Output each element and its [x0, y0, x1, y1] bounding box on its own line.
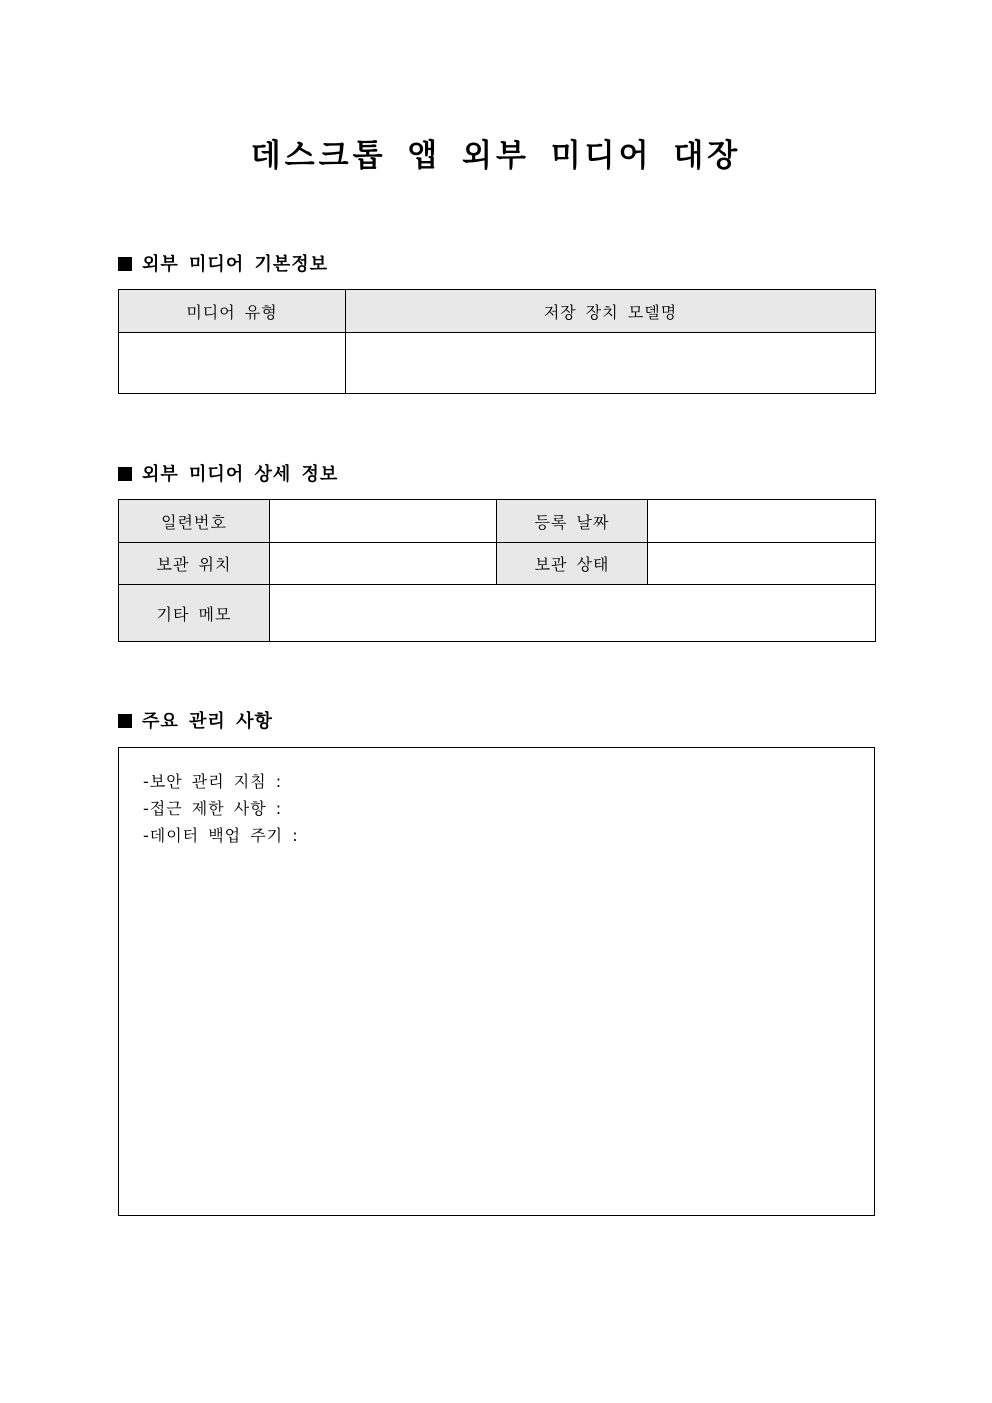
square-bullet-icon: [118, 714, 132, 728]
section-heading-text: 주요 관리 사항: [142, 711, 273, 732]
square-bullet-icon: [118, 467, 132, 481]
serial-number-label: 일련번호: [119, 500, 270, 543]
media-type-header: 미디어 유형: [119, 290, 346, 333]
media-type-value[interactable]: [119, 333, 346, 394]
table-row: [119, 543, 876, 585]
security-policy-item: -보안 관리 지침 :: [143, 772, 283, 791]
other-memo-value[interactable]: [270, 585, 876, 642]
document-title: 데스크톱 앱 외부 미디어 대장: [250, 138, 742, 174]
device-model-header: 저장 장치 모델명: [346, 290, 876, 333]
detail-info-table: [118, 499, 876, 642]
management-notes-list: [143, 768, 299, 849]
section-heading-text: 외부 미디어 상세 정보: [142, 464, 339, 485]
storage-location-value[interactable]: [270, 543, 497, 585]
registration-date-value[interactable]: [648, 500, 876, 543]
storage-status-label: 보관 상태: [497, 543, 648, 585]
serial-number-value[interactable]: [270, 500, 497, 543]
storage-location-label: 보관 위치: [119, 543, 270, 585]
registration-date-label: 등록 날짜: [497, 500, 648, 543]
table-header-row: [119, 290, 876, 333]
other-memo-label: 기타 메모: [119, 585, 270, 642]
device-model-value[interactable]: [346, 333, 876, 394]
section-heading-management: [118, 710, 273, 734]
table-row: [119, 585, 876, 642]
backup-cycle-item: -데이터 백업 주기 :: [143, 826, 299, 845]
storage-status-value[interactable]: [648, 543, 876, 585]
section-heading-basic-info: [118, 253, 328, 277]
table-row: [119, 333, 876, 394]
section-heading-text: 외부 미디어 기본정보: [142, 254, 329, 275]
section-heading-detail-info: [118, 463, 338, 487]
access-restriction-item: -접근 제한 사항 :: [143, 799, 283, 818]
basic-info-table: [118, 289, 876, 394]
management-notes-box[interactable]: [118, 747, 875, 1216]
square-bullet-icon: [118, 257, 132, 271]
table-row: [119, 500, 876, 543]
